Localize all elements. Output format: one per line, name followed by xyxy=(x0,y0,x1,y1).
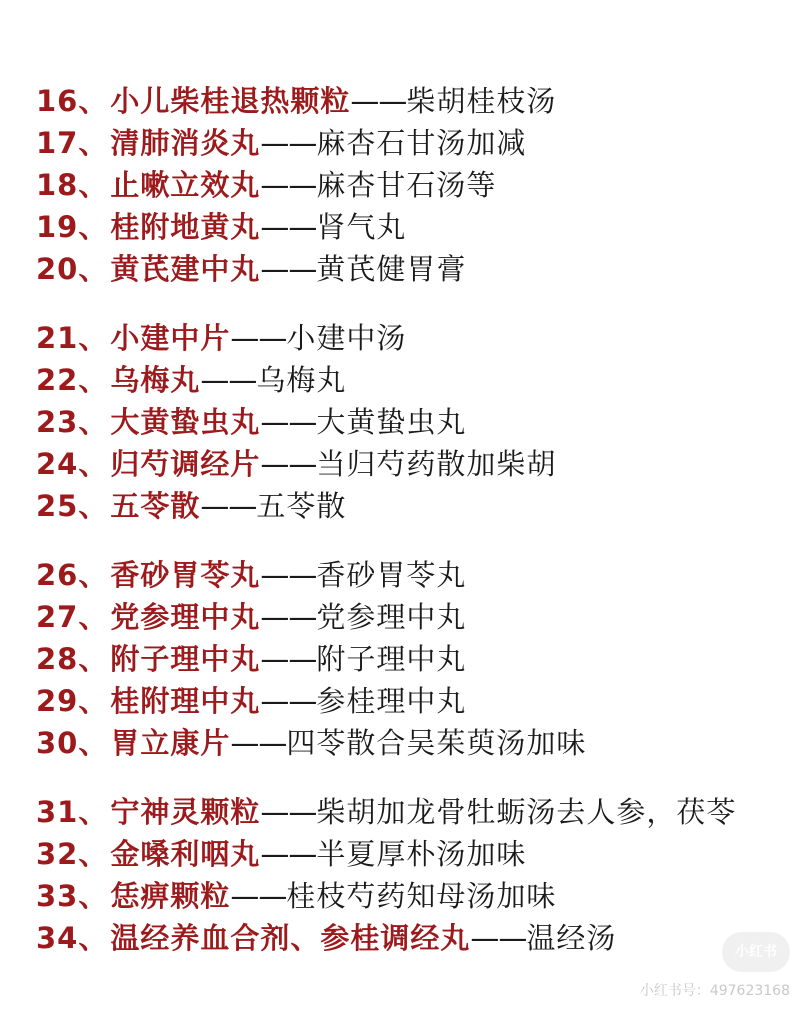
item-description: 温经汤 xyxy=(526,921,617,955)
watermark-logo: 小红书 xyxy=(722,932,790,972)
item-number: 18、 xyxy=(36,168,109,202)
item-name: 乌梅丸 xyxy=(110,363,201,397)
remedy-list xyxy=(36,80,806,986)
list-item xyxy=(36,317,806,359)
item-name: 宁神灵颗粒 xyxy=(110,795,261,829)
item-dash: —— xyxy=(260,126,317,160)
item-dash: —— xyxy=(350,84,407,118)
item-dash: —— xyxy=(260,252,317,286)
item-number: 25、 xyxy=(36,489,109,523)
item-number: 16、 xyxy=(36,84,109,118)
item-name: 桂附地黄丸 xyxy=(110,210,261,244)
item-number: 28、 xyxy=(36,642,109,676)
list-item xyxy=(36,554,806,596)
item-dash: —— xyxy=(230,879,287,913)
item-name: 小建中片 xyxy=(110,321,231,355)
list-item xyxy=(36,164,806,206)
item-dash: —— xyxy=(260,837,317,871)
item-description: 麻杏甘石汤等 xyxy=(316,168,497,202)
item-dash: —— xyxy=(200,363,257,397)
item-dash: —— xyxy=(260,447,317,481)
item-dash: —— xyxy=(260,795,317,829)
item-description: 麻杏石甘汤加减 xyxy=(316,126,527,160)
list-item xyxy=(36,596,806,638)
item-name: 党参理中丸 xyxy=(110,600,261,634)
list-item xyxy=(36,875,806,917)
item-description: 四苓散合吴茱萸汤加味 xyxy=(286,726,587,760)
item-description: 肾气丸 xyxy=(316,210,407,244)
item-dash: —— xyxy=(260,600,317,634)
item-name: 胃立康片 xyxy=(110,726,231,760)
item-description: 黄芪健胃膏 xyxy=(316,252,467,286)
list-group xyxy=(36,791,806,959)
item-description: 半夏厚朴汤加味 xyxy=(316,837,527,871)
item-dash: —— xyxy=(260,558,317,592)
item-name: 附子理中丸 xyxy=(110,642,261,676)
list-item xyxy=(36,722,806,764)
item-description: 参桂理中丸 xyxy=(316,684,467,718)
item-dash: —— xyxy=(260,168,317,202)
item-number: 22、 xyxy=(36,363,109,397)
list-item xyxy=(36,80,806,122)
item-name: 香砂胃苓丸 xyxy=(110,558,261,592)
item-dash: —— xyxy=(260,210,317,244)
list-item xyxy=(36,791,806,833)
item-number: 31、 xyxy=(36,795,109,829)
item-description: 当归芍药散加柴胡 xyxy=(316,447,557,481)
item-description: 柴胡桂枝汤 xyxy=(406,84,557,118)
list-item xyxy=(36,359,806,401)
list-item xyxy=(36,122,806,164)
list-item xyxy=(36,401,806,443)
item-name: 金嗓利咽丸 xyxy=(110,837,261,871)
item-name: 恁痹颗粒 xyxy=(110,879,231,913)
list-item xyxy=(36,248,806,290)
item-number: 32、 xyxy=(36,837,109,871)
list-item xyxy=(36,833,806,875)
item-number: 24、 xyxy=(36,447,109,481)
list-item xyxy=(36,917,806,959)
item-description: 乌梅丸 xyxy=(256,363,347,397)
item-description: 五苓散 xyxy=(256,489,347,523)
item-number: 34、 xyxy=(36,921,109,955)
list-item xyxy=(36,638,806,680)
item-dash: —— xyxy=(230,726,287,760)
list-group xyxy=(36,80,806,290)
list-item xyxy=(36,485,806,527)
item-dash: —— xyxy=(200,489,257,523)
item-description: 党参理中丸 xyxy=(316,600,467,634)
item-name: 桂附理中丸 xyxy=(110,684,261,718)
item-description: 香砂胃苓丸 xyxy=(316,558,467,592)
item-description: 柴胡加龙骨牡蛎汤去人参，茯苓 xyxy=(316,795,737,829)
item-number: 17、 xyxy=(36,126,109,160)
item-dash: —— xyxy=(260,684,317,718)
watermark-id: 小红书号：497623168 xyxy=(639,983,790,999)
item-number: 26、 xyxy=(36,558,109,592)
list-item xyxy=(36,443,806,485)
item-number: 30、 xyxy=(36,726,109,760)
item-number: 23、 xyxy=(36,405,109,439)
item-description: 大黄蛰虫丸 xyxy=(316,405,467,439)
item-dash: —— xyxy=(470,921,527,955)
item-name: 归芍调经片 xyxy=(110,447,261,481)
item-name: 小儿柴桂退热颗粒 xyxy=(110,84,351,118)
item-name: 清肺消炎丸 xyxy=(110,126,261,160)
item-number: 20、 xyxy=(36,252,109,286)
item-number: 33、 xyxy=(36,879,109,913)
item-description: 小建中汤 xyxy=(286,321,407,355)
item-number: 21、 xyxy=(36,321,109,355)
list-item xyxy=(36,206,806,248)
list-group xyxy=(36,554,806,764)
item-number: 29、 xyxy=(36,684,109,718)
item-name: 温经养血合剂、参桂调经丸 xyxy=(110,921,471,955)
item-name: 黄芪建中丸 xyxy=(110,252,261,286)
item-number: 19、 xyxy=(36,210,109,244)
item-number: 27、 xyxy=(36,600,109,634)
list-item xyxy=(36,680,806,722)
item-name: 大黄蛰虫丸 xyxy=(110,405,261,439)
item-dash: —— xyxy=(230,321,287,355)
item-name: 五苓散 xyxy=(110,489,201,523)
item-dash: —— xyxy=(260,405,317,439)
item-description: 附子理中丸 xyxy=(316,642,467,676)
item-name: 止嗽立效丸 xyxy=(110,168,261,202)
item-description: 桂枝芍药知母汤加味 xyxy=(286,879,557,913)
item-dash: —— xyxy=(260,642,317,676)
list-group xyxy=(36,317,806,527)
